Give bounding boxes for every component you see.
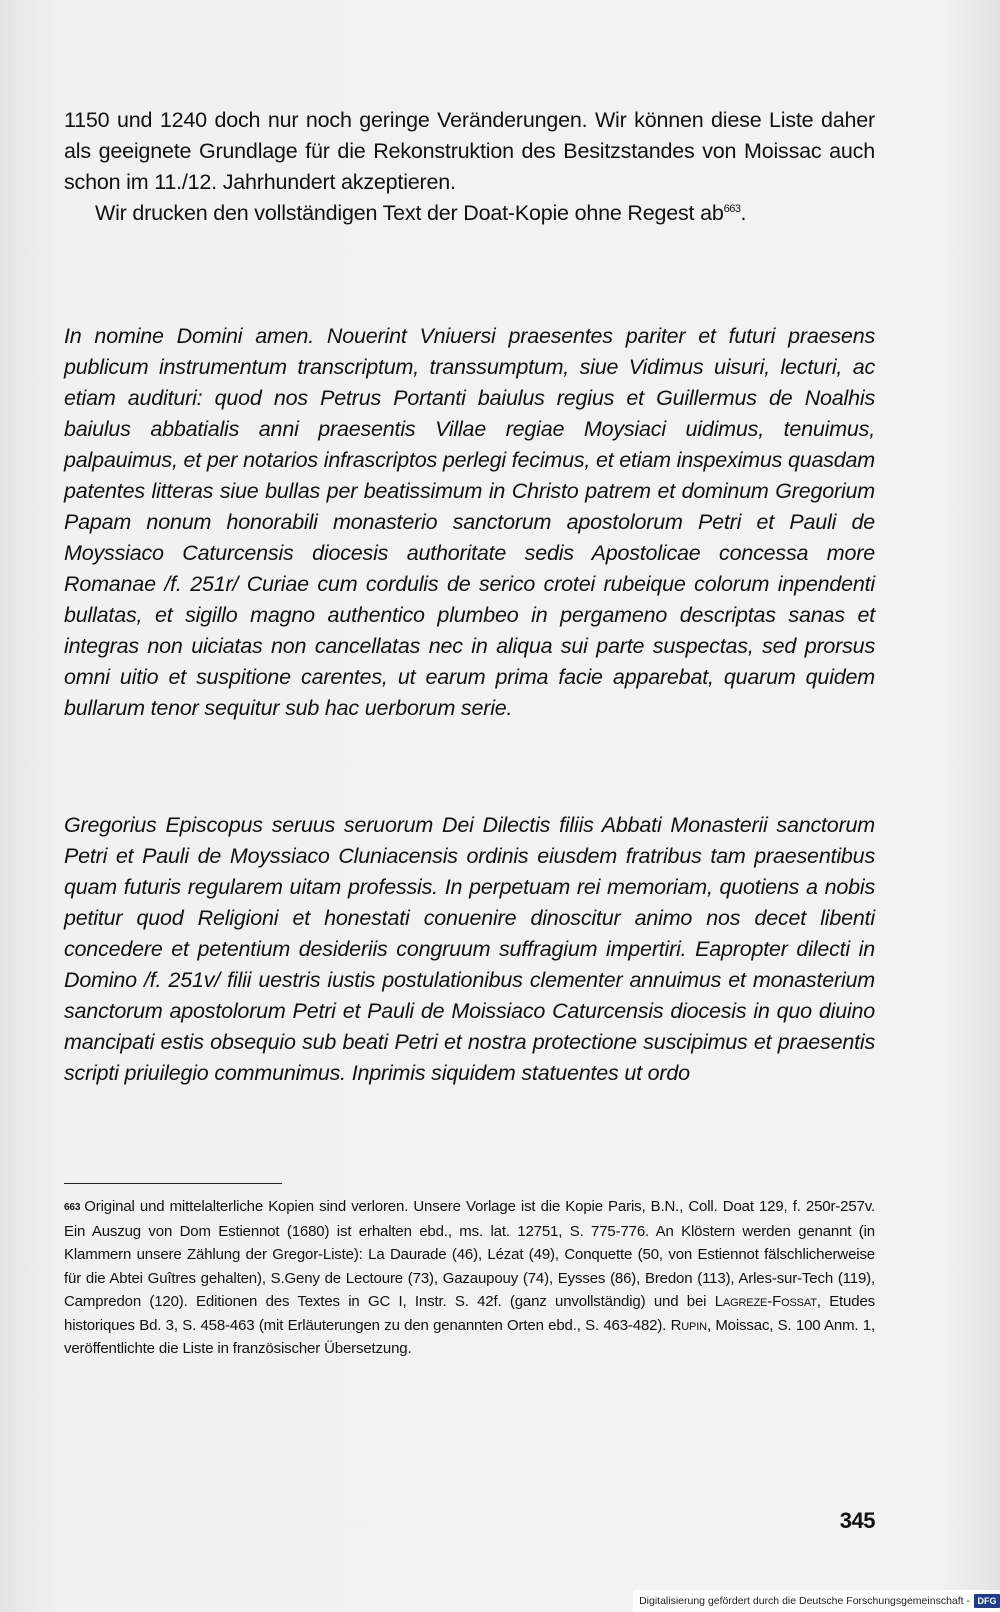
latin-block-2 [64, 810, 875, 1089]
latin-paragraph-1: In nomine Domini amen. Nouerint Vniuersi praesentes pariter et futuri praesens publicum instrumentum transcriptum, transsumptum, siue Vidimus uisuri, lecturi, ac etiam audituri: quod nos Petrus Portanti baiulus regius et Guillermus de Noalhis baiulus abbatialis anni praesentis Villae regiae Moysiaci uidimus, tenuimus, palpauimus, et per notarios infrascriptos perlegi fecimus, et etiam inspeximus quasdam patentes litteras siue bullas per beatissimum in Christo patrem et dominum Gregorium Papam nonum honorabili monasterio sanctorum apostolorum Petri et Pauli de Moyssiaco Caturcensis diocesis authoritate sedis Apostolicae concessa more Romanae /f. 251r/ Curiae cum cordulis de serico crotei rubeique colorum inpendenti bullatas, et sigillo magno authentico plumbeo in pergameno descriptas sanas et integras non uiciatas non cancellatas nec in aliqua sui parte suspectas, sed prorsus omni uitio et suspitione carentes, ut earum prima facie apparebat, quarum quidem bullarum tenor sequitur sub hac uerborum serie. [64, 324, 875, 720]
footnote-reference[interactable]: 663 [723, 202, 741, 215]
credit-text: Digitalisierung gefördert durch die Deutsche Forschungsgemeinschaft - [639, 1595, 970, 1607]
intro-paragraph-2 [64, 198, 875, 229]
intro-paragraph-2-text: Wir drucken den vollständigen Text der Doat-Kopie ohne Regest ab [95, 201, 724, 225]
latin-paragraph-2: Gregorius Episcopus seruus seruorum Dei Dilectis filiis Abbati Monasterii sanctorum Petri et Pauli de Moyssiaco Cluniacensis ordinis eiusdem fratribus tam praesentibus quam futuris regularem uitam professis. In perpetuam rei memoriam, quotiens a nobis petitur quod Religioni et honestati conuenire dinoscitur animo nos decet libenti concedere et petentium desideriis congruum suffragium impertiri. Eapropter dilecti in Domino /f. 251v/ filii uestris iustis postulationibus clementer annuimus et monasterium sanctorum apostolorum Petri et Pauli de Moissiaco Caturcensis diocesis in quo diuino mancipati estis obsequio sub beati Petri et nostra protectione suscipimus et praesentis scripti priuilegio communimus. Inprimis siquidem statuentes ut ordo [64, 813, 875, 1085]
footnote-divider [64, 1183, 282, 1184]
footnote-text-b: , Etudes historiques Bd. 3, S. 458-463 (mit Erläuterungen zu den genannten Orten ebd., S. 463-482). [64, 1293, 875, 1334]
latin-block-1 [64, 321, 875, 724]
footnote-663 [64, 1195, 875, 1361]
intro-paragraph-2-end: . [740, 201, 747, 225]
footnote-author-lagreze: Lagreze-Fossat [714, 1293, 817, 1310]
dfg-logo-icon[interactable]: DFG [974, 1594, 1000, 1608]
intro-block [64, 105, 875, 229]
footnote-author-rupin: Rupin [670, 1316, 707, 1334]
page-number: 345 [839, 1508, 875, 1533]
footnote-text-a: Original und mittelalterliche Kopien sind verloren. Unsere Vorlage ist die Kopie Paris, B.N., Coll. Doat 129, f. 250r-257v. Ein Auszug von Dom Estiennot (1680) ist erhalten ebd., ms. lat. 12751, S. 775-776. An Klöstern werden genannt (in Klammern unsere Zählung der Gregor-Liste): La Daurade (46), Lézat (49), Conquette (50, von Estiennot fälschlicherweise für die Abtei Guîtres gehalten), S.Geny de Lectoure (73), Gazaupouy (74), Eysses (86), Bredon (113), Arles-sur-Tech (119), Campredon (120). Editionen des Textes in GC I, Instr. S. 42f. (ganz unvollständig) und bei [64, 1198, 875, 1310]
footnote-text-c: , Moissac, S. 100 Anm. 1, veröffentlichte die Liste in französischer Übersetzung. [64, 1316, 875, 1357]
digitization-credit [633, 1590, 1000, 1612]
footnote-number: 663 [64, 1202, 81, 1213]
intro-paragraph-1: 1150 und 1240 doch nur noch geringe Veränderungen. Wir können diese Liste daher als geeignete Grundlage für die Rekonstruktion des Besitzstandes von Moissac auch schon im 11./12. Jahrhundert akzeptieren. [64, 108, 875, 194]
